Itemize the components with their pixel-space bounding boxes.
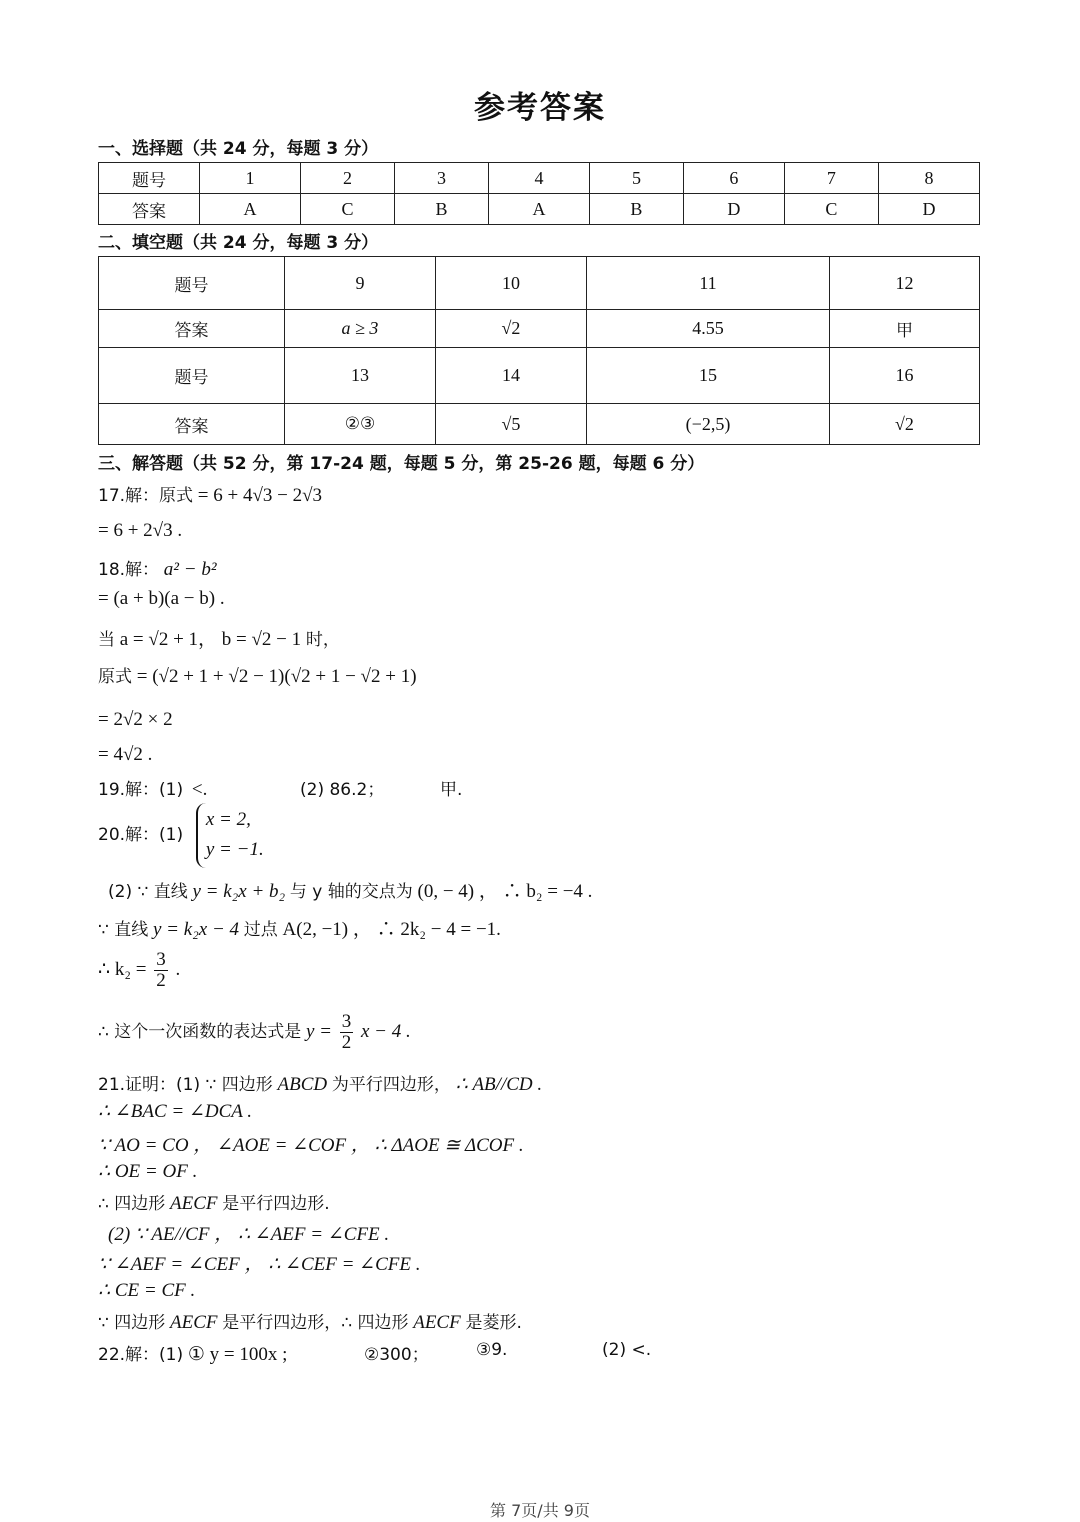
equation-system xyxy=(196,803,272,868)
table-cell: A xyxy=(488,194,589,225)
math-expression: a = √2 + 1， b = √2 − 1 xyxy=(119,629,302,650)
math-expression: (0, − 4) ， ∴ b₂ = −4 . xyxy=(417,881,593,902)
math-expression: (2) ∵ AE//CF ， ∴ ∠AEF = ∠CFE . xyxy=(108,1224,390,1245)
math-expression: AECF xyxy=(169,1193,218,1214)
answer-part-4: (2) <. xyxy=(602,1340,652,1360)
solution-21-line-3 xyxy=(98,1130,524,1157)
fraction-numerator: 3 xyxy=(156,949,166,970)
text-fragment: 时， xyxy=(305,630,340,650)
table-cell: 甲 xyxy=(830,310,980,348)
problem-label: 18.解： xyxy=(98,560,160,580)
row-label-question: 题号 xyxy=(99,257,285,310)
math-expression: ∵ ∠AEF = ∠CEF ， ∴ ∠CEF = ∠CFE . xyxy=(98,1254,421,1275)
table-cell: D xyxy=(878,194,979,225)
solution-18-line-2: = (a + b)(a − b) . xyxy=(98,588,225,609)
solution-21-line-2 xyxy=(98,1100,252,1123)
solution-21-line-4 xyxy=(98,1160,197,1183)
table-cell: (−2,5) xyxy=(587,404,830,445)
row-label-answer: 答案 xyxy=(99,194,200,225)
fraction-numerator: 3 xyxy=(341,1011,352,1032)
answer-part-1: <. xyxy=(191,779,208,800)
table-cell: 8 xyxy=(878,163,979,194)
text-fragment: . xyxy=(175,958,181,980)
math-expression: = (√2 + 1 + √2 − 1)(√2 + 1 − √2 + 1) xyxy=(136,666,417,687)
math-expression: y = xyxy=(305,1020,332,1042)
text-fragment: 当 xyxy=(98,630,115,650)
solution-18-line-3 xyxy=(98,624,340,651)
problem-label: 17.解：原式 xyxy=(98,486,194,506)
math-expression: ∴ k₂ = xyxy=(98,958,147,980)
table-cell: C xyxy=(301,194,395,225)
table-cell: 16 xyxy=(830,348,980,404)
text-fragment: 原式 xyxy=(98,667,132,687)
solution-20-line-4 xyxy=(98,950,180,991)
equation-y: y = −1. xyxy=(205,839,264,861)
answer-part-1: ① y = 100x ; xyxy=(187,1344,288,1365)
text-fragment: 是平行四边形. xyxy=(222,1194,330,1214)
solution-20-line-3 xyxy=(98,914,501,941)
table-cell: 11 xyxy=(587,257,830,310)
math-expression: ∴ AB//CD . xyxy=(455,1074,543,1095)
table-cell: A xyxy=(200,194,301,225)
table-cell: C xyxy=(784,194,878,225)
table-cell: ②③ xyxy=(285,404,436,445)
solution-18-line-4 xyxy=(98,662,417,688)
text-fragment: 为平行四边形， xyxy=(331,1075,451,1095)
solution-22 xyxy=(98,1340,652,1366)
solution-18-line-5: = 2√2 × 2 xyxy=(98,709,173,730)
solution-20-line-5 xyxy=(98,1012,411,1053)
table-cell: 4 xyxy=(488,163,589,194)
table-cell: 6 xyxy=(683,163,784,194)
math-expression: AECF xyxy=(169,1312,218,1333)
fraction-denominator: 2 xyxy=(156,969,166,991)
row-label-answer: 答案 xyxy=(99,404,285,445)
section-heading-choice: 一、选择题（共 24 分，每题 3 分） xyxy=(98,139,379,159)
table-cell: 12 xyxy=(830,257,980,310)
solution-17-line-1 xyxy=(98,481,322,507)
text-fragment: 与 y 轴的交点为 xyxy=(289,882,413,902)
solution-18-line-6: = 4√2 . xyxy=(98,744,153,765)
table-cell: a ≥ 3 xyxy=(285,310,436,348)
text-fragment: 是菱形. xyxy=(465,1313,522,1333)
solution-21-line-1 xyxy=(98,1070,542,1096)
table-cell: 2 xyxy=(301,163,395,194)
row-label-question: 题号 xyxy=(99,163,200,194)
math-expression: x − 4 . xyxy=(361,1020,411,1042)
answer-part-3: ③9. xyxy=(476,1340,508,1360)
table-cell: 14 xyxy=(436,348,587,404)
math-expression: ∴ ∠BAC = ∠DCA . xyxy=(98,1101,253,1122)
text-fragment: ∵ 四边形 xyxy=(98,1313,166,1333)
math-expression: ∴ CE = CF . xyxy=(98,1280,196,1301)
answer-part-2: (2) 86.2； xyxy=(300,780,385,800)
table-cell: 9 xyxy=(285,257,436,310)
solution-21-line-6 xyxy=(108,1219,389,1246)
text-fragment: (2) ∵ 直线 xyxy=(108,882,188,902)
table-cell: 5 xyxy=(589,163,683,194)
math-expression: A(2, −1) ， ∴ 2k₂ − 4 = −1. xyxy=(282,919,501,940)
row-label-question: 题号 xyxy=(99,348,285,404)
table-cell: 13 xyxy=(285,348,436,404)
section-heading-solve: 三、解答题（共 52 分，第 17-24 题，每题 5 分，第 25-26 题，每题 6 分） xyxy=(98,454,705,474)
solution-18-line-1 xyxy=(98,555,217,581)
answer-part-2: ②300； xyxy=(364,1345,429,1365)
fraction xyxy=(154,950,168,991)
answer-part-3: 甲. xyxy=(440,780,463,800)
math-expression: ∵ AO = CO ， ∠AOE = ∠COF ， ∴ ΔAOE ≅ ΔCOF . xyxy=(98,1135,524,1156)
math-expression: = 6 + 4√3 − 2√3 xyxy=(197,485,323,506)
row-label-answer: 答案 xyxy=(99,310,285,348)
table-cell: 10 xyxy=(436,257,587,310)
math-expression: ∴ OE = OF . xyxy=(98,1161,198,1182)
solution-21-line-8 xyxy=(98,1279,195,1302)
choice-answer-table xyxy=(98,162,980,225)
table-cell: D xyxy=(683,194,784,225)
text-fragment: ∴ 四边形 xyxy=(98,1194,166,1214)
problem-label: 19.解：(1) xyxy=(98,780,184,800)
solution-21-line-9 xyxy=(98,1308,522,1334)
solution-21-line-7 xyxy=(98,1249,420,1276)
table-cell: B xyxy=(589,194,683,225)
fraction xyxy=(340,1012,354,1053)
solution-20-line-1 xyxy=(98,803,272,868)
table-cell: B xyxy=(394,194,488,225)
fill-answer-table xyxy=(98,256,980,445)
table-cell: 1 xyxy=(200,163,301,194)
table-cell: 4.55 xyxy=(587,310,830,348)
math-expression: a² − b² xyxy=(163,559,217,580)
solution-20-line-2 xyxy=(108,876,592,903)
table-cell: 3 xyxy=(394,163,488,194)
math-expression: AECF xyxy=(413,1312,461,1333)
table-cell: √5 xyxy=(436,404,587,445)
section-heading-fill: 二、填空题（共 24 分，每题 3 分） xyxy=(98,233,379,253)
problem-label: 21.证明：(1) ∵ 四边形 xyxy=(98,1075,273,1095)
text-fragment: 过点 xyxy=(243,920,278,940)
text-fragment: 是平行四边形，∴ 四边形 xyxy=(222,1313,409,1333)
solution-21-line-5 xyxy=(98,1189,330,1215)
page-title: 参考答案 xyxy=(474,90,606,126)
text-fragment: ∴ 这个一次函数的表达式是 xyxy=(98,1021,302,1042)
solution-19 xyxy=(98,775,463,801)
problem-label: 22.解：(1) xyxy=(98,1345,184,1365)
table-cell: √2 xyxy=(436,310,587,348)
math-expression: y = k₂x − 4 xyxy=(152,919,240,940)
table-cell: 7 xyxy=(784,163,878,194)
math-expression: ABCD xyxy=(277,1074,328,1095)
text-fragment: ∵ 直线 xyxy=(98,920,149,940)
problem-label: 20.解：(1) xyxy=(98,824,184,845)
math-expression: y = k₂x + b₂ xyxy=(192,881,286,902)
table-cell: √2 xyxy=(830,404,980,445)
page-footer: 第 7页/共 9页 xyxy=(490,1501,590,1520)
fraction-denominator: 2 xyxy=(341,1031,352,1053)
solution-17-line-2: = 6 + 2√3 . xyxy=(98,520,183,541)
equation-x: x = 2, xyxy=(205,809,251,830)
table-cell: 15 xyxy=(587,348,830,404)
